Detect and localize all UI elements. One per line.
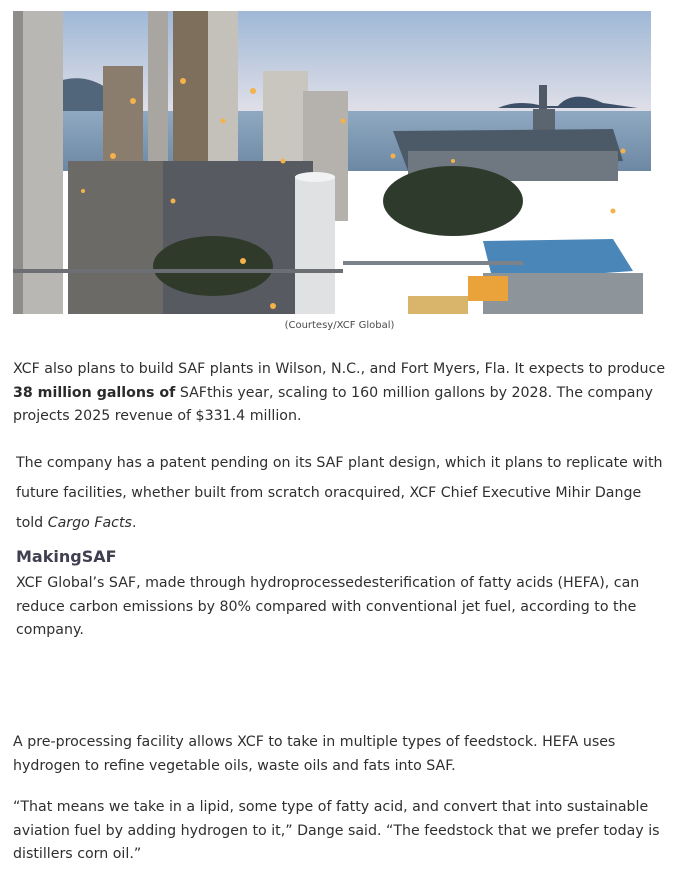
paragraph-text: SAFthis year, scaling to 160 million gallons by 2028. The company projects 2025 revenue of $331.4 million.: [13, 384, 653, 424]
photo-caption: (Courtesy/XCF Global): [284, 320, 395, 331]
publication-name: Cargo Facts: [47, 515, 132, 531]
paragraph-patent: [16, 448, 668, 538]
section-heading: MakingSAF: [16, 547, 117, 566]
bold-figure: 38 million gallons of: [13, 384, 176, 401]
paragraph-text: The company has a patent pending on its SAF plant design, which it plans to replicate with future facilities, whether built from scratch oracquired, XCF Chief Executive Mihir Dange told: [16, 455, 663, 531]
article-photo: [13, 11, 651, 314]
paragraph-feedstock: A pre-processing facility allows XCF to take in multiple types of feedstock. HEFA uses hydrogen to refine vegetable oils, waste oils and fats into SAF.: [13, 734, 616, 774]
paragraph-hefa: XCF Global’s SAF, made through hydroprocessedesterification of fatty acids (HEFA), can reduce carbon emissions by 80% compared with conventional jet fuel, according to the company.: [16, 575, 640, 638]
paragraph-text: .: [131, 515, 137, 531]
paragraph-quote: “That means we take in a lipid, some type of fatty acid, and convert that into sustainable aviation fuel by adding hydrogen to it,” Dange said. “The feedstock that we prefer today is distillers corn oil.”: [13, 799, 660, 862]
paragraph-plans: [13, 358, 668, 429]
paragraph-text: XCF also plans to build SAF plants in Wilson, N.C., and Fort Myers, Fla. It expects to produce: [13, 361, 666, 377]
refinery-illustration: [13, 11, 651, 314]
